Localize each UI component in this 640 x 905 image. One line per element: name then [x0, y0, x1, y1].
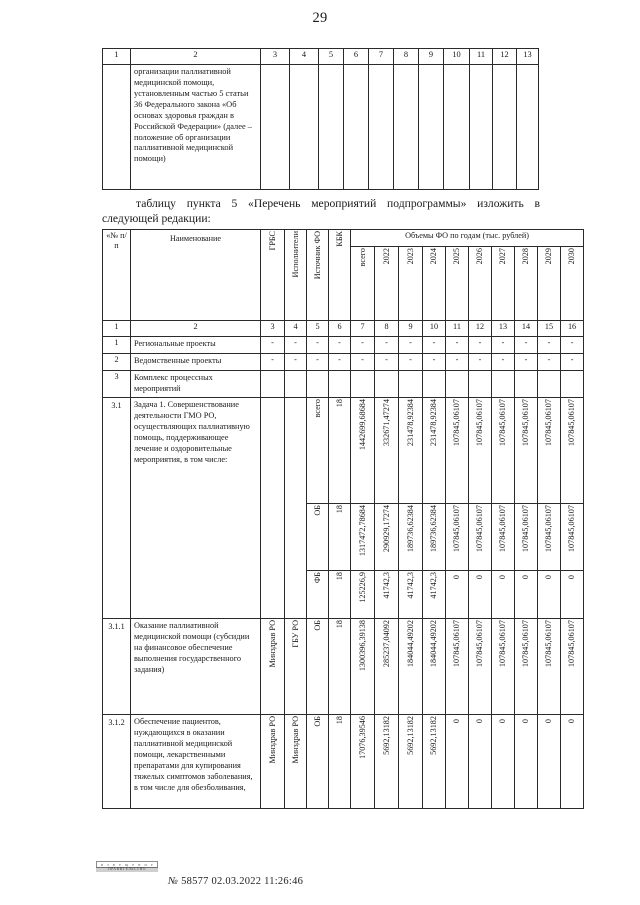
value-text: 107845,06107: [475, 399, 485, 447]
cell-source: [307, 715, 329, 809]
header-source-label: Источник ФО: [312, 231, 322, 280]
cell-value: -: [538, 354, 561, 371]
header-year: [423, 247, 446, 321]
col-number: 7: [369, 49, 394, 65]
cell-value: [469, 619, 492, 715]
value-text: 1442699,68684: [357, 399, 367, 451]
header-year-label: 2027: [498, 248, 508, 265]
cell-value: [394, 65, 419, 190]
col-number: 4: [290, 49, 319, 65]
col-number: 8: [394, 49, 419, 65]
cell-row-number: 3.1.1: [103, 619, 131, 715]
cell-value: [375, 371, 399, 398]
col-number: 5: [307, 321, 329, 337]
cell-value: [517, 65, 539, 190]
cell-source-label: ОБ: [312, 620, 322, 631]
value-text: 107845,06107: [452, 620, 462, 668]
cell-value: [375, 715, 399, 809]
table-row: [103, 619, 584, 715]
cell-value: [469, 571, 492, 619]
cell-grbs: [261, 371, 285, 398]
value-text: 0: [521, 574, 531, 579]
col-number: 6: [344, 49, 369, 65]
cell-value: -: [375, 337, 399, 354]
cell-value: [399, 504, 423, 571]
col-number: 5: [319, 49, 344, 65]
header-total: [351, 247, 375, 321]
cell-value: [561, 398, 584, 504]
cell-row-number: 3.1.2: [103, 715, 131, 809]
value-text: 0: [498, 718, 508, 723]
cell-source: -: [307, 337, 329, 354]
cell-value: -: [399, 337, 423, 354]
table-row: [103, 65, 539, 190]
cell-value: [399, 371, 423, 398]
cell-grbs: [261, 619, 285, 715]
col-number: 3: [261, 49, 290, 65]
cell-source: [319, 65, 344, 190]
header-year-label: 2026: [475, 248, 485, 265]
cell-value: [369, 65, 394, 190]
cell-value: [469, 504, 492, 571]
cell-value: [375, 398, 399, 504]
value-text: 184044,49202: [429, 620, 439, 668]
header-name: Наименование: [131, 230, 261, 321]
cell-value: [399, 571, 423, 619]
value-text: 125226,9: [357, 572, 367, 603]
cell-value: -: [375, 354, 399, 371]
cell-grbs: [261, 65, 290, 190]
cell-kbk-label: 18: [334, 716, 344, 725]
cell-value: -: [515, 354, 538, 371]
value-text: 17076,39546: [357, 716, 367, 759]
cell-value: [515, 398, 538, 504]
cell-value: [469, 715, 492, 809]
cell-value: [538, 371, 561, 398]
value-text: 189736,62384: [429, 505, 439, 553]
cell-value: -: [492, 354, 515, 371]
header-year: [446, 247, 469, 321]
header-year: [375, 247, 399, 321]
cell-value: [423, 715, 446, 809]
table-row: [103, 354, 584, 371]
value-text: 107845,06107: [567, 620, 577, 668]
table-row: [103, 371, 584, 398]
table-row: [103, 398, 584, 504]
registration-number-and-date: 58577 02.03.2022 11:26:46: [181, 876, 304, 887]
cell-value: [515, 371, 538, 398]
value-text: 0: [475, 574, 485, 579]
value-text: 5692,13182: [405, 716, 415, 755]
cell-value: -: [351, 337, 375, 354]
value-text: 1300396,39138: [357, 620, 367, 672]
value-text: 107845,06107: [521, 505, 531, 553]
cell-value: [492, 571, 515, 619]
cell-executors: [285, 715, 307, 809]
cell-value: [538, 398, 561, 504]
cell-executors-label: Минздрав РО: [290, 716, 300, 764]
header-volumes-group: Объемы ФО по годам (тыс. рублей): [351, 230, 584, 247]
cell-value: [375, 619, 399, 715]
cell-grbs-label: Минздрав РО: [267, 620, 277, 668]
cell-value: [351, 571, 375, 619]
value-text: 0: [567, 574, 577, 579]
col-number: 2: [131, 49, 261, 65]
cell-name: Задача 1. Совершенствование деятельности ГМО РО, осуществляющих паллиативную помощь, поддерживающее лечение и оздоровительные мероприятия, в том числе:: [131, 398, 261, 619]
cell-value: [561, 715, 584, 809]
value-text: 107845,06107: [567, 399, 577, 447]
cell-value: [423, 504, 446, 571]
cell-value: [538, 715, 561, 809]
value-text: 0: [521, 718, 531, 723]
cell-kbk: [329, 398, 351, 504]
col-number: 3: [261, 321, 285, 337]
col-number: 1: [103, 321, 131, 337]
cell-value: [446, 371, 469, 398]
cell-source-label: ОБ: [312, 716, 322, 727]
cell-row-number: 1: [103, 337, 131, 354]
cell-value: [469, 371, 492, 398]
value-text: 0: [567, 718, 577, 723]
table-row-column-numbers: [103, 49, 539, 65]
table-row: [103, 715, 584, 809]
col-number: 14: [515, 321, 538, 337]
value-text: 1317472,78684: [357, 505, 367, 557]
col-number: 4: [285, 321, 307, 337]
cell-value: -: [423, 337, 446, 354]
header-year-label: 2030: [567, 248, 577, 265]
cell-source: [307, 504, 329, 571]
col-number: 9: [399, 321, 423, 337]
cell-value: -: [492, 337, 515, 354]
cell-grbs: [261, 715, 285, 809]
cell-value: [375, 504, 399, 571]
cell-value: [493, 65, 517, 190]
cell-kbk: [329, 371, 351, 398]
value-text: 5692,13182: [381, 716, 391, 755]
col-number: 8: [375, 321, 399, 337]
value-text: 0: [498, 574, 508, 579]
value-text: 107845,06107: [498, 399, 508, 447]
value-text: 5692,13182: [429, 716, 439, 755]
col-number: 10: [423, 321, 446, 337]
value-text: 107845,06107: [475, 505, 485, 553]
cell-value: -: [515, 337, 538, 354]
col-number: 10: [444, 49, 470, 65]
header-grbs-label: ГРБС: [267, 231, 277, 251]
cell-value: [538, 619, 561, 715]
cell-value: [423, 398, 446, 504]
cell-value: [444, 65, 470, 190]
value-text: 107845,06107: [498, 620, 508, 668]
col-number: 9: [419, 49, 444, 65]
value-text: 0: [452, 574, 462, 579]
header-grbs: [261, 230, 285, 321]
cell-source-label: всего: [312, 399, 322, 418]
cell-value: [446, 715, 469, 809]
cell-executors-label: ГБУ РО: [290, 620, 300, 648]
value-text: 290929,17274: [381, 505, 391, 553]
col-number: 11: [470, 49, 493, 65]
header-executors-label: Исполнители: [290, 231, 300, 278]
value-text: 285237,04092: [381, 620, 391, 668]
paragraph-amendment: таблицу пункта 5 «Перечень мероприятий подпрограммы» изложить в следующей редакции:: [102, 197, 540, 226]
table-program-activities: [102, 229, 584, 809]
table-row-column-numbers: [103, 321, 584, 337]
cell-source: [307, 571, 329, 619]
cell-value: [423, 619, 446, 715]
value-text: 231478,92384: [429, 399, 439, 447]
col-number: 15: [538, 321, 561, 337]
cell-value: -: [399, 354, 423, 371]
page-number: 29: [312, 10, 328, 26]
value-text: 332671,47274: [381, 399, 391, 447]
stamp-line-1: и з в е щ е н и е: [96, 861, 158, 867]
cell-value: -: [423, 354, 446, 371]
cell-row-number: [103, 65, 131, 190]
header-kbk-label: КБК: [334, 231, 344, 247]
cell-value: -: [538, 337, 561, 354]
header-year-label: 2022: [381, 248, 391, 265]
header-total-label: всего: [357, 248, 367, 267]
cell-value: [446, 504, 469, 571]
col-number: 13: [517, 49, 539, 65]
cell-value: [538, 571, 561, 619]
cell-row-number: 3: [103, 371, 131, 398]
cell-source: [307, 398, 329, 504]
value-text: 0: [544, 718, 554, 723]
value-text: 107845,06107: [544, 505, 554, 553]
cell-source: -: [307, 354, 329, 371]
cell-value: -: [446, 354, 469, 371]
cell-executors: [290, 65, 319, 190]
cell-value: [492, 715, 515, 809]
registration-line: [168, 876, 303, 887]
value-text: 107845,06107: [544, 620, 554, 668]
header-year-label: 2025: [452, 248, 462, 265]
cell-grbs-label: Минздрав РО: [267, 716, 277, 764]
value-text: 107845,06107: [475, 620, 485, 668]
value-text: 107845,06107: [452, 505, 462, 553]
value-text: 0: [452, 718, 462, 723]
cell-value: [446, 619, 469, 715]
value-text: 231478,92384: [405, 399, 415, 447]
cell-name: Комплекс процессных мероприятий: [131, 371, 261, 398]
table-continuation: [102, 48, 539, 190]
cell-kbk-label: 18: [334, 505, 344, 514]
cell-executors: -: [285, 337, 307, 354]
col-number: 7: [351, 321, 375, 337]
cell-value: [423, 371, 446, 398]
cell-name: Региональные проекты: [131, 337, 261, 354]
header-year: [469, 247, 492, 321]
value-text: 0: [544, 574, 554, 579]
table-row: [103, 337, 584, 354]
cell-value: -: [561, 354, 584, 371]
number-sign: №: [168, 876, 179, 887]
cell-value: -: [561, 337, 584, 354]
cell-value: [399, 398, 423, 504]
value-text: 41742,3: [429, 572, 439, 599]
cell-value: [351, 371, 375, 398]
cell-row-number: 3.1: [103, 398, 131, 619]
cell-value: [351, 715, 375, 809]
cell-kbk: [329, 619, 351, 715]
header-year-label: 2028: [521, 248, 531, 265]
stamp-line-2: ПРАВИТЕЛЬСТВО: [96, 867, 158, 872]
cell-value: [446, 571, 469, 619]
cell-continued-text: организации паллиативной медицинской помощи, установленным частью 5 статьи 36 Федерального закона «Об основах здоровья граждан в Российской Федерации» (далее – положение об организации паллиативной медицинской помощи): [131, 65, 261, 190]
header-year: [492, 247, 515, 321]
cell-kbk: [329, 715, 351, 809]
cell-value: [561, 371, 584, 398]
header-year: [538, 247, 561, 321]
value-text: 107845,06107: [544, 399, 554, 447]
cell-value: [515, 715, 538, 809]
cell-kbk-label: 18: [334, 572, 344, 581]
header-year: [561, 247, 584, 321]
cell-executors: -: [285, 354, 307, 371]
value-text: 107845,06107: [521, 620, 531, 668]
header-year: [515, 247, 538, 321]
value-text: 107845,06107: [452, 399, 462, 447]
cell-value: [470, 65, 493, 190]
col-number: 16: [561, 321, 584, 337]
col-number: 12: [493, 49, 517, 65]
cell-source-label: ФБ: [312, 572, 322, 584]
cell-value: -: [446, 337, 469, 354]
cell-value: [351, 619, 375, 715]
cell-value: [423, 571, 446, 619]
cell-value: -: [469, 354, 492, 371]
cell-grbs: [261, 398, 285, 619]
cell-value: [351, 504, 375, 571]
cell-value: [469, 398, 492, 504]
registration-stamp: [96, 861, 158, 879]
value-text: 107845,06107: [521, 399, 531, 447]
value-text: 41742,3: [381, 572, 391, 599]
cell-value: [492, 504, 515, 571]
cell-kbk: -: [329, 354, 351, 371]
cell-value: [419, 65, 444, 190]
cell-executors: [285, 398, 307, 619]
cell-executors: [285, 371, 307, 398]
cell-value: [375, 571, 399, 619]
col-number: 11: [446, 321, 469, 337]
cell-row-number: 2: [103, 354, 131, 371]
cell-executors: [285, 619, 307, 715]
value-text: 184044,49202: [405, 620, 415, 668]
value-text: 107845,06107: [498, 505, 508, 553]
cell-value: [399, 619, 423, 715]
cell-value: -: [351, 354, 375, 371]
cell-value: [492, 371, 515, 398]
cell-grbs: -: [261, 354, 285, 371]
cell-kbk: [329, 504, 351, 571]
value-text: 189736,62384: [405, 505, 415, 553]
cell-grbs: -: [261, 337, 285, 354]
cell-kbk-label: 18: [334, 620, 344, 629]
cell-source: [307, 371, 329, 398]
cell-value: [561, 619, 584, 715]
value-text: 0: [475, 718, 485, 723]
table-header-row-1: [103, 230, 584, 247]
cell-value: [515, 571, 538, 619]
col-number: 12: [469, 321, 492, 337]
header-year-label: 2029: [544, 248, 554, 265]
cell-value: [351, 398, 375, 504]
header-year-label: 2024: [429, 248, 439, 265]
cell-kbk: -: [329, 337, 351, 354]
header-source: [307, 230, 329, 321]
cell-value: [515, 504, 538, 571]
header-kbk: [329, 230, 351, 321]
header-num: «№ п/п: [103, 230, 131, 321]
cell-value: [446, 398, 469, 504]
value-text: 41742,3: [405, 572, 415, 599]
cell-source: [307, 619, 329, 715]
cell-value: [561, 504, 584, 571]
header-year: [399, 247, 423, 321]
col-number: 6: [329, 321, 351, 337]
cell-source-label: ОБ: [312, 505, 322, 516]
cell-name: Ведомственные проекты: [131, 354, 261, 371]
value-text: 107845,06107: [567, 505, 577, 553]
col-number: 13: [492, 321, 515, 337]
col-number: 2: [131, 321, 261, 337]
cell-value: [399, 715, 423, 809]
cell-kbk: [344, 65, 369, 190]
cell-value: [561, 571, 584, 619]
header-year-label: 2023: [405, 248, 415, 265]
header-executors: [285, 230, 307, 321]
col-number: 1: [103, 49, 131, 65]
cell-value: [515, 619, 538, 715]
cell-value: [538, 504, 561, 571]
cell-name: Оказание паллиативной медицинской помощи (субсидии на финансовое обеспечение выполнения государственного задания): [131, 619, 261, 715]
cell-name: Обеспечение пациентов, нуждающихся в оказании паллиативной медицинской помощи, лекарственными препаратами для купирования тяжелых симптомов заболевания, в том числе для обезболивания,: [131, 715, 261, 809]
cell-kbk: [329, 571, 351, 619]
cell-kbk-label: 18: [334, 399, 344, 408]
cell-value: [492, 619, 515, 715]
cell-value: -: [469, 337, 492, 354]
cell-value: [492, 398, 515, 504]
